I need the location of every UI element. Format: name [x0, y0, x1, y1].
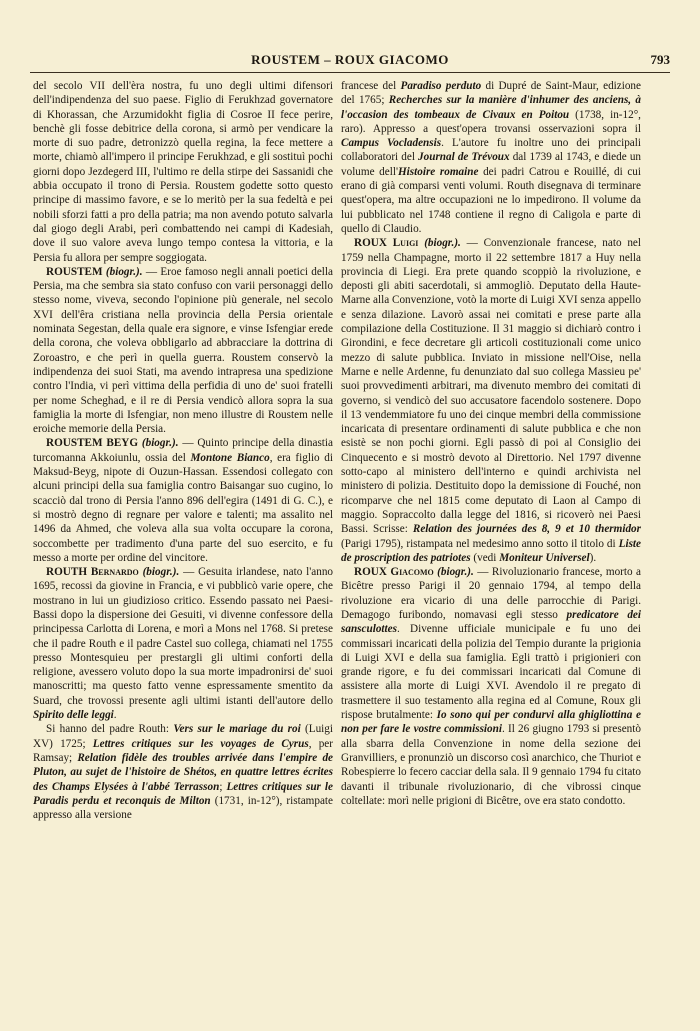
header-rule — [30, 72, 670, 73]
entry-headword: ROUX Giacomo — [354, 566, 434, 579]
entry-roux-giacomo: ROUX Giacomo (biogr.). — Rivoluzionario francese, morto a Bicêtre presso Parigi il 20 gennaio 1794, al tempo della rivoluzione era vicario di una delle parrocchie di Parigi. Demagogo furibondo, nomavasi egli stesso predicatore dei sansculottes. Divenne ufficiale municipale e fu uno dei commissari incaricati della polizia del Tempio durante la prigionia di Luigi XVI e della sua famiglia. Egli trattò i prigionieri con grande rigore, e fu dei commissari incaricati dal Comune di assistere alla morte di Luigi XVI. Avendolo il re pregato di trasmettere il suo testamento alla regina ed al Comune, Roux gli rispose brutalmente: Io sono qui per condurvi alla ghigliottina e non per fare le vostre commissioni. Il 26 giugno 1793 si presentò alla sbarra della Convenzione in nome della sezione dei Granvilliers, e pronunziò un discorso così anarchico, che Thuriot e Robespierre lo fecero cacciar della sala. Il 9 gennaio 1794 fu citato davanti il tribunale rivoluzionario, di che vibrossi cinque coltellate: morì nelle prigioni di Bicêtre, ove era stato condotto. — [341, 566, 642, 807]
entry-tag: (biogr.). — [141, 437, 179, 450]
entry-tag: (biogr.). — [105, 265, 143, 278]
page-header — [30, 52, 670, 70]
entry-routh-bernardo: ROUTH Bernardo (biogr.). — Gesuita irlandese, nato l'anno 1695, recossi da giovine in Francia, e vi pubblicò varie opere, che mostrano in lui un giudizioso critico. Essendo passato nei Paesi-Bassi dopo la dispersione dei Gesuiti, vi divenne confessore della principessa Carlotta di Lorena, e morì a Mons nel 1768. Si pretese che il padre Routh e il padre Castel suo collega, chiamati nel 1755 presso Montesquieu per prestargli gli ultimi conforti della religione, avessero voluto dopo la sua morte impadronirsi de' suoi manoscritti; ma questo fatto venne espressamente smentito da Suard, che trovossi presente agli ultimi istanti dell'autore dello Spirito delle leggi. — [33, 566, 334, 722]
page-number: 793 — [650, 52, 670, 67]
entry-headword: ROUTH Bernardo — [46, 566, 139, 579]
entry-tag: (biogr.). — [142, 566, 180, 579]
entry-roux-luigi: ROUX Luigi (biogr.). — Convenzionale francese, nato nel 1759 nella Champagne, morto il 22 settembre 1817 a Huy nella provincia di Liegi. Era prete quando scoppiò la rivoluzione, e deposti gli abiti sacerdotali, si ammogliò. Deputato della Haute-Marne alla Convenzione, votò la morte di Luigi XVI senza appello e senza dilazione. Lavorò assai nei comitati e prese parte alla compilazione della Costituzione. Il 31 maggio si dichiarò contro i Girondini, e fece decretare gli articoli costituzionali come unico mezzo di salute pubblica. Inviato in missione nell'Oise, nella Marne e nelle Ardenne, fu denunziato dal suo collega Massieu pe' suoi provvedimenti arbitrari, ma divenuto membro dei comitati di governo, si vendicò del suo accusatore facendolo sostenere. Dopo il 13 vendemmiatore fu uno dei cinque membri della commissione incaricata di presentare ordinamenti di salute pubblica e che non esistè se non pochi giorni. Egli passò di poi al Consiglio dei Cinquecento e si mostrò devoto al Direttorio. Nel 1797 divenne sotto-capo al ministero dell'interno e quindi archivista nel ministero di polizia. Destituito dopo la demissione di Fouché, non ricomparve che nel 1815 come deputato di Laon al Campo di maggio. Sopraccolto dalla legge del 1816, si ricoverò nei Paesi Bassi. Scrisse: Relation des journées des 8, 9 et 10 thermidor (Parigi 1795), ristampata nel medesimo anno sotto il titolo di Liste de proscription des patriotes (vedi Moniteur Universel). — [341, 237, 641, 564]
entry-headword: ROUX Luigi — [354, 237, 419, 250]
entry-roustem-beyg: ROUSTEM BEYG (biogr.). — Quinto principe della dinastia turcomanna Akkoiunlu, ossia del Montone Bianco, era figlio di Maksud-Beyg, nipote di Ouzun-Hassan. Essendosi collegato con alcuni principi della sua famiglia contro Baisangar suo cugino, lo scacciò dal trono di Persia l'anno 896 dell'egira (1491 di G. C.), e si mostrò degno di regnare per valore e talenti; ma assalito nel 1496 da Ahmed, che voleva alla sua volta occupare la corona, soccombette per tradimento d'una parte del suo esercito, e fu messo a morte per ordine del vincitore. — [33, 437, 333, 564]
left-column — [33, 79, 333, 822]
entry-headword: ROUSTEM BEYG — [46, 437, 139, 450]
entry-headword: ROUSTEM — [46, 265, 103, 278]
entry-roustem: ROUSTEM (biogr.). — Eroe famoso negli annali poetici della Persia, ma che sembra sia stato confuso con varii personaggi dello stesso nome, viveva, secondo l'opinione più generale, nel secolo XVI dell'êra cristiana nella provincia della Persia orientale nominata Segestan, della quale era signore, e vinse Isfengiar erede della corona, che voleva obbligarlo ad abbracciare la dottrina di Zoroastro, e che perì in quella guerra. Roustem conservò la indipendenza dei suoi Stati, ma avendo intrapresa una spedizione contro l'India, vi perì vittima della perfidia di uno de' suoi fratelli per nome Scheghad, e il re di Persia vendicò allora sopra la sua famiglia la morte di Isfengiar, non meno illustre di Roustem nelle eroiche memorie della Persia. — [33, 265, 333, 436]
running-title: ROUSTEM – ROUX GIACOMO — [251, 52, 449, 67]
entry-tag: (biogr.). — [424, 237, 461, 250]
entry-tag: (biogr.). — [437, 566, 474, 579]
right-column — [341, 79, 641, 808]
entry-routh-continued: francese del Paradiso perduto di Dupré de Saint-Maur, edizione del 1765; Recherches sur la manière d'inhumer des anciens, à l'occasion des tombeaux de Civaux en Poitou (1738, in-12°, raro). Appresso a quest'opera trovansi osservazioni sopra il Campus Vocladensis. L'autore fu inoltre uno dei principali collaboratori del Journal de Trévoux dal 1739 al 1743, e diede un volume dell'Histoire romaine dei padri Catrou e Rouillé, di cui erano di già comparsi venti volumi. Routh disegnava di terminare quest'opera, ma altre occupazioni ne lo impedirono. Il volume da lui pubblicato nel 1748 contiene il regno di Caligola e parte di quello di Claudio. — [341, 80, 642, 235]
entry-roustem-continued: del secolo VII dell'èra nostra, fu uno degli ultimi difensori dell'indipendenza del suo paese. Figlio di Ferukhzad governatore di Khorassan, che Arzumidokht figlia di Cosroe II fece perire, benchè gli fosse debitrice della corona, si armò per vendicare la morte di suo padre, detronizzò quella regina, la fece mettere a morte, chiamò all'impero il principe Ferukhzad, e gli sostituì pochi giorni dopo Jezdegerd III, l'ultimo re della stirpe dei Sassanidi che abbia occupato il trono di Persia. Roustem godette sotto questo principe di massimo favore, e se lo meritò per la sua fedeltà e pei nobili sforzi fatti a pro della patria; ma non avendo potuto salvarla dal giogo degli Arabi, perì combattendo nei campi di Kadesiah, dove il suo valore aveva lungo tempo contesa la vittoria, e la Persia fu allora per sempre soggiogata. — [33, 80, 333, 264]
entry-routh-works: Si hanno del padre Routh: Vers sur le mariage du roi (Luigi XV) 1725; Lettres critiques sur les voyages de Cyrus, per Ramsay; Relation fidèle des troubles arrivée dans l'empire de Pluton, au sujet de l'histoire de Shétos, en quattre lettres écrites des Champs Elysées à l'abbé Terrasson; Lettres critiques sur le Paradis perdu et reconquis de Milton (1731, in-12°), ristampate appresso alla versione — [33, 723, 334, 822]
